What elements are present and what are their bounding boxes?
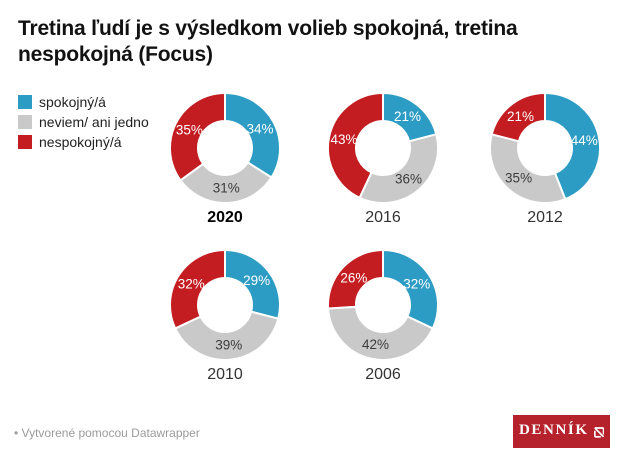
year-label-2010: 2010	[207, 366, 243, 383]
year-label-2016: 2016	[365, 209, 401, 226]
slice-2016-neviem/ ani jedno	[360, 134, 438, 203]
chart-title: Tretina ľudí je s výsledkom volieb spokojná, tretina nespokojná (Focus)	[18, 17, 518, 67]
datawrapper-credit-link[interactable]: • Vytvorené pomocou Datawrapper	[14, 426, 200, 440]
year-label-2020: 2020	[207, 209, 243, 226]
year-label-2012: 2012	[527, 209, 563, 226]
donut-2006	[318, 247, 448, 384]
slice-label: 32%	[403, 276, 431, 292]
slice-label: 29%	[243, 273, 271, 289]
donut-chart-2010	[160, 247, 290, 363]
legend-label: neviem/ ani jedno	[39, 114, 149, 130]
slice-label: 34%	[246, 121, 274, 137]
donut-chart-2006	[318, 247, 448, 363]
slice-label: 39%	[215, 337, 243, 353]
legend-label: nespokojný/á	[39, 134, 122, 150]
dennik-n-logo[interactable]	[513, 415, 610, 448]
donut-2012	[480, 90, 610, 227]
slice-2012-neviem/ ani jedno	[490, 134, 565, 203]
slice-label: 35%	[175, 122, 203, 138]
slice-label: 43%	[330, 131, 358, 147]
donut-chart-2020	[160, 90, 290, 206]
legend-item-nespokojny	[18, 134, 149, 150]
slice-label: 35%	[505, 170, 533, 186]
slice-label: 31%	[212, 180, 240, 196]
legend	[18, 94, 149, 154]
dennik-n-boxed-n-icon	[594, 420, 604, 444]
legend-label: spokojný/á	[39, 94, 106, 110]
donut-2010	[160, 247, 290, 384]
slice-label: 26%	[340, 270, 368, 286]
legend-item-spokojny	[18, 94, 149, 110]
donut-chart-2012	[480, 90, 610, 206]
slice-label: 32%	[177, 276, 205, 292]
slice-label: 36%	[394, 171, 423, 187]
year-label-2006: 2006	[365, 366, 401, 383]
legend-swatch-gray-icon	[18, 115, 32, 129]
logo-text: DENNÍK	[519, 422, 589, 438]
slice-label: 21%	[394, 109, 422, 125]
donut-2016	[318, 90, 448, 227]
slice-label: 42%	[361, 337, 390, 353]
slice-label: 44%	[570, 133, 598, 149]
donut-chart-2016	[318, 90, 448, 206]
legend-swatch-blue-icon	[18, 95, 32, 109]
legend-swatch-red-icon	[18, 135, 32, 149]
legend-item-neviem	[18, 114, 149, 130]
slice-label: 21%	[506, 109, 534, 125]
donut-2020	[160, 90, 290, 227]
